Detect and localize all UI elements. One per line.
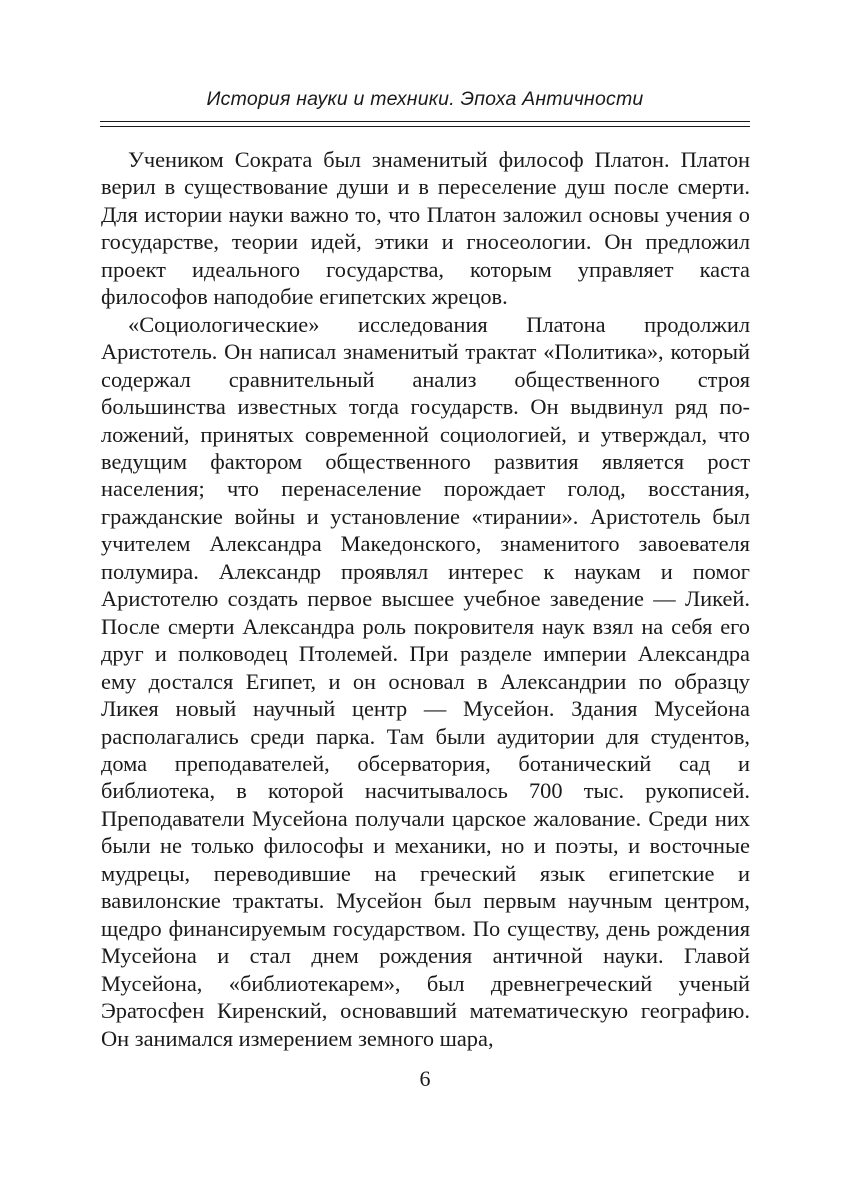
paragraph-1: Учеником Сократа был знаменитый философ Платон. Платон верил в существование души и в переселение душ после смерти. Для истории науки важно то, что Платон заложил основы учения о государстве, теории идей, этики и гносеологии. Он предложил проект идеального государства, которым управляет каста философов наподобие египетских жрецов. (101, 147, 750, 310)
paragraph-2: «Социологические» исследования Платона продолжил Аристотель. Он написал знаменитый трактат «Политика», который содержал сравнительный анализ общественного строя большинства известных тогда государств. Он выдвинул ряд положений, принятых современной социологией, и утверждал, что ведущим фактором общественного развития является рост населения; что перенаселение порождает голод, восстания, гражданские войны и установление «тирании». Аристотель был учителем Александра Македонского, знаменитого завоевателя полумира. Александр проявлял интерес к наукам и помог Аристотелю создать первое высшее учебное заведение — Ликей. После смерти Александра роль покровителя наук взял на себя его друг и полководец Птолемей. При разделе империи Александра ему достался Египет, и он основал в Александрии по образцу Ликея новый научный центр — Мусейон. Здания Мусейона располагались среди парка. Там были аудитории для студентов, дома преподавателей, обсерватория, ботанический сад и библиотека, в которой насчитывалось 700 тыс. рукописей. Преподаватели Мусейона получали царское жалование. Среди них были не только философы и механики, но и поэты, и восточные мудрецы, переводившие на греческий язык египетские и вавилонские трактаты. Мусейон был первым научным центром, щедро финансируемым государством. По существу, день рождения Мусейона и стал днем рождения античной науки. Главой Мусейона, «библиотекарем», был древнегреческий ученый Эратосфен Киренский, основавший математическую географию. Он занимался измерением земного шара, (101, 311, 750, 1051)
header-rule-top (100, 121, 750, 122)
running-header: История науки и техники. Эпоха Античности (206, 88, 644, 110)
body-text (101, 146, 750, 1052)
header-rule-bottom (100, 126, 750, 127)
page-number: 6 (419, 1066, 431, 1091)
